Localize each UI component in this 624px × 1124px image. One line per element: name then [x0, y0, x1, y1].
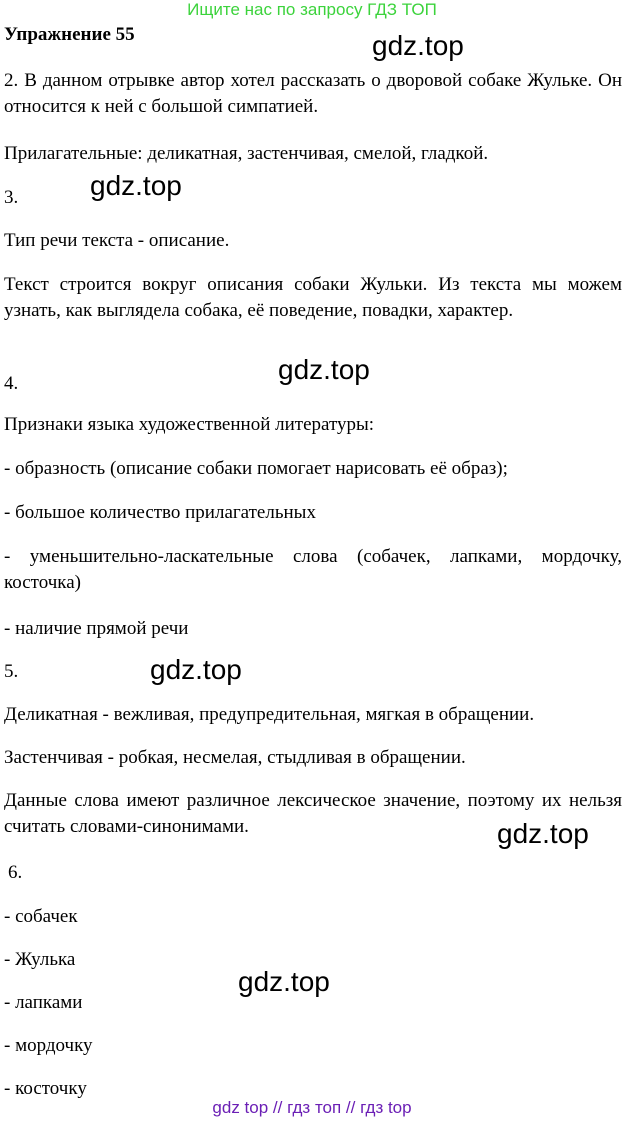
bottom-banner: gdz top // гдз топ // гдз top — [212, 1098, 412, 1117]
section-2-adjectives: Прилагательные: деликатная, застенчивая, смелой, гладкой. — [4, 143, 489, 164]
list-item: - уменьшительно-ласкательные слова (собачек, лапками, мордочку, косточка) — [4, 546, 622, 593]
watermark: gdz.top — [372, 30, 464, 61]
section-2-paragraph: 2. В данном отрывке автор хотел рассказать о дворовой собаке Жульке. Он относится к ней с большой симпатией. — [4, 70, 622, 117]
section-5-line-1: Деликатная - вежливая, предупредительная, мягкая в обращении. — [4, 704, 535, 725]
list-item: - большое количество прилагательных — [4, 502, 316, 523]
section-5-line-2: Застенчивая - робкая, несмелая, стыдливая в обращении. — [4, 747, 466, 768]
watermark: gdz.top — [497, 818, 589, 849]
watermark: gdz.top — [238, 966, 330, 997]
list-item: - собачек — [4, 906, 78, 927]
top-banner: Ищите нас по запросу ГДЗ ТОП — [187, 0, 437, 19]
watermark: gdz.top — [278, 354, 370, 385]
section-6-number: 6. — [8, 862, 23, 883]
list-item: - наличие прямой речи — [4, 618, 189, 639]
section-3-speech-type: Тип речи текста - описание. — [4, 230, 230, 251]
watermark: gdz.top — [150, 654, 242, 685]
list-item: - мордочку — [4, 1035, 93, 1056]
section-5-number: 5. — [4, 661, 19, 682]
list-item: - Жулька — [4, 949, 76, 970]
watermark: gdz.top — [90, 170, 182, 201]
list-item: - косточку — [4, 1078, 87, 1099]
section-5-paragraph: Данные слова имеют различное лексическое значение, поэтому их нельзя считать словами-синонимами. — [4, 790, 622, 837]
section-3-paragraph: Текст строится вокруг описания собаки Жульки. Из текста мы можем узнать, как выглядела собака, её поведение, повадки, характер. — [4, 274, 622, 321]
list-item: - образность (описание собаки помогает нарисовать её образ); — [4, 458, 508, 479]
section-4-number: 4. — [4, 373, 19, 394]
page-title: Упражнение 55 — [4, 24, 135, 45]
section-3-number: 3. — [4, 187, 19, 208]
list-item: - лапками — [4, 992, 83, 1013]
section-4-intro: Признаки языка художественной литературы: — [4, 414, 375, 435]
